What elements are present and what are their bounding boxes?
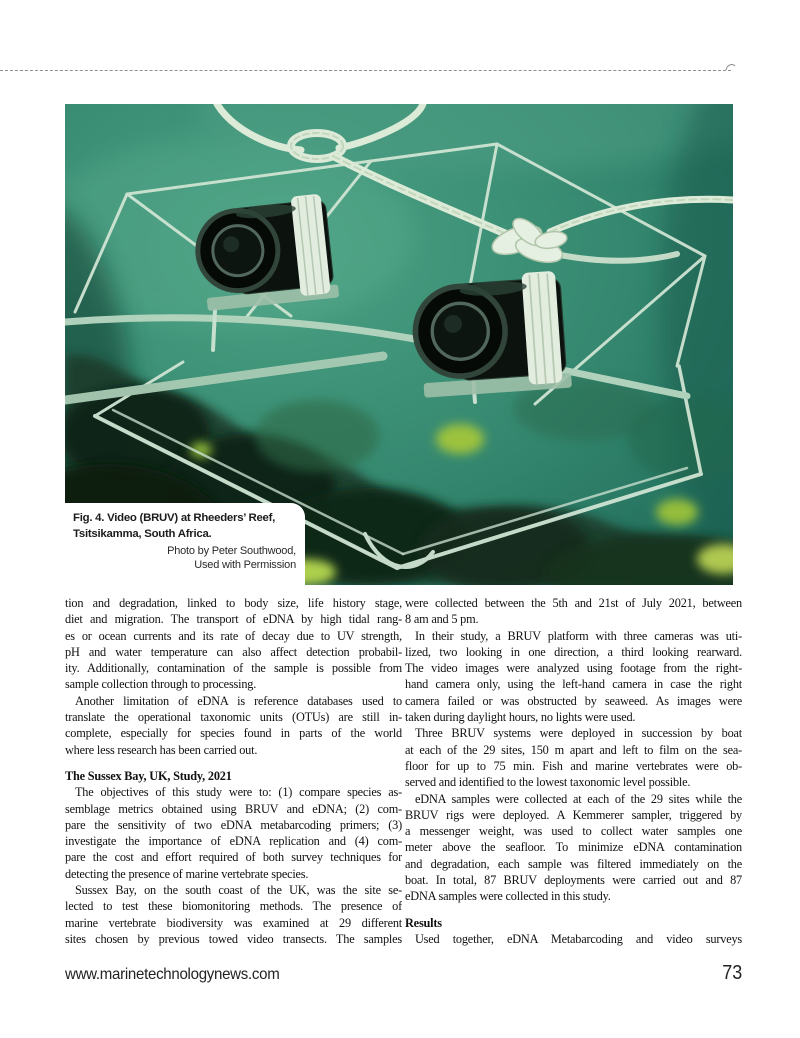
text-line: pare the sensitivity of two eDNA metabarcoding primers; (3) (65, 817, 402, 832)
text-line: tion and degradation, linked to body size, life history stage, (65, 596, 402, 610)
text-line: marine vertebrate biodiversity was examined at 29 different (65, 915, 402, 930)
website-url: www.marinetechnologynews.com (65, 966, 280, 983)
text-line: meter above the seafloor. To minimize eDNA contamination (405, 840, 742, 855)
divider-end-mark (725, 62, 737, 72)
text-line: 8 am and 5 pm. (405, 612, 479, 627)
text-line: pH and water temperature can also affect detection probabil- (65, 644, 402, 659)
text-line: lized, two looking in one direction, a third looking rearward. (405, 644, 742, 659)
figure-bruv (65, 104, 733, 585)
text-line: hand camera only, using the left-hand camera in case the right (405, 677, 742, 692)
text-line: lected to test these biomonitoring methods. The presence of (65, 899, 402, 914)
paragraph (405, 595, 742, 628)
paragraph (405, 628, 742, 726)
text-line: eDNA samples were collected in this study. (405, 889, 611, 904)
text-line: served and identified to the lowest taxonomic level possible. (405, 775, 691, 790)
text-line: were collected between the 5th and 21st of July 2021, between (405, 596, 742, 610)
section-heading (405, 915, 742, 931)
text-line: and degradation, each sample was filtered immediately on the (405, 856, 742, 871)
text-line: ity. Additionally, contamination of the sample is possible from (65, 661, 402, 676)
text-line: es or ocean currents and its rate of decay due to UV strength, (65, 628, 402, 643)
text-line: boat. In total, 87 BRUV deployments were carried out and 87 (405, 873, 742, 888)
text-line: Another limitation of eDNA is reference databases used to (75, 693, 402, 708)
paragraph (65, 595, 402, 693)
text-line: translate the operational taxonomic units (OTUs) are still in- (65, 710, 402, 725)
text-line: In their study, a BRUV platform with three cameras was uti- (415, 628, 742, 643)
paragraph (405, 931, 742, 947)
text-line: detecting the presence of marine vertebrate species. (65, 866, 309, 881)
dashed-divider (0, 70, 731, 71)
text-line: Sussex Bay, on the south coast of the UK, was the site se- (75, 883, 402, 898)
text-line: BRUV rigs were deployed. A Kemmerer sampler, triggered by (405, 807, 742, 822)
section-heading (65, 768, 402, 784)
text-line: investigate the importance of eDNA replication and (4) com- (65, 834, 402, 849)
text-line: sample collection through to processing. (65, 677, 257, 692)
paragraph (65, 784, 402, 882)
photo-credit-line-1: Photo by Peter Southwood, (167, 545, 296, 557)
caption-line-1: Fig. 4. Video (BRUV) at Rheeders’ Reef, (73, 512, 276, 524)
text-line: Results (405, 915, 442, 930)
column-2 (405, 595, 742, 947)
text-line: camera failed or was obstructed by seaweed. As images were (405, 693, 742, 708)
text-line: floor for up to 75 min. Fish and marine vertebrates were ob- (405, 758, 742, 773)
text-line: where less research has been carried out. (65, 742, 258, 757)
text-line: sites chosen by previous towed video transects. The samples (65, 931, 402, 946)
page-number: 73 (721, 962, 742, 984)
text-line: diet and migration. The transport of eDNA by high tidal rang- (65, 612, 402, 627)
text-line: The Sussex Bay, UK, Study, 2021 (65, 768, 232, 783)
article-columns (65, 595, 742, 947)
paragraph (65, 693, 402, 758)
text-line: at each of the 29 sites, 150 m apart and left to film on the sea- (405, 742, 742, 757)
text-line: Three BRUV systems were deployed in succession by boat (415, 726, 742, 741)
paragraph (65, 882, 402, 947)
text-line: The video images were analyzed using footage from the right- (405, 661, 742, 676)
paragraph (405, 725, 742, 790)
text-line: Used together, eDNA Metabarcoding and video surveys (415, 931, 742, 946)
text-line: eDNA samples were collected at each of the 29 sites while the (415, 791, 742, 806)
text-line: pare the cost and effort required of both survey techniques for (65, 850, 402, 865)
caption-line-2: Tsitsikamma, South Africa. (73, 527, 212, 540)
column-1 (65, 595, 402, 947)
photo-credit-line-2: Used with Permission (194, 558, 296, 571)
text-line: taken during daylight hours, no lights were used. (405, 710, 636, 725)
paragraph (405, 791, 742, 905)
text-line: semblage metrics obtained using BRUV and eDNA; (2) com- (65, 801, 402, 816)
figure-caption (65, 503, 305, 585)
page-footer (65, 962, 742, 985)
text-line: complete, especially for species found in parts of the world (65, 726, 402, 741)
text-line: The objectives of this study were to: (1) compare species as- (75, 785, 402, 800)
text-line: a messenger weight, was used to collect water samples one (405, 824, 742, 839)
